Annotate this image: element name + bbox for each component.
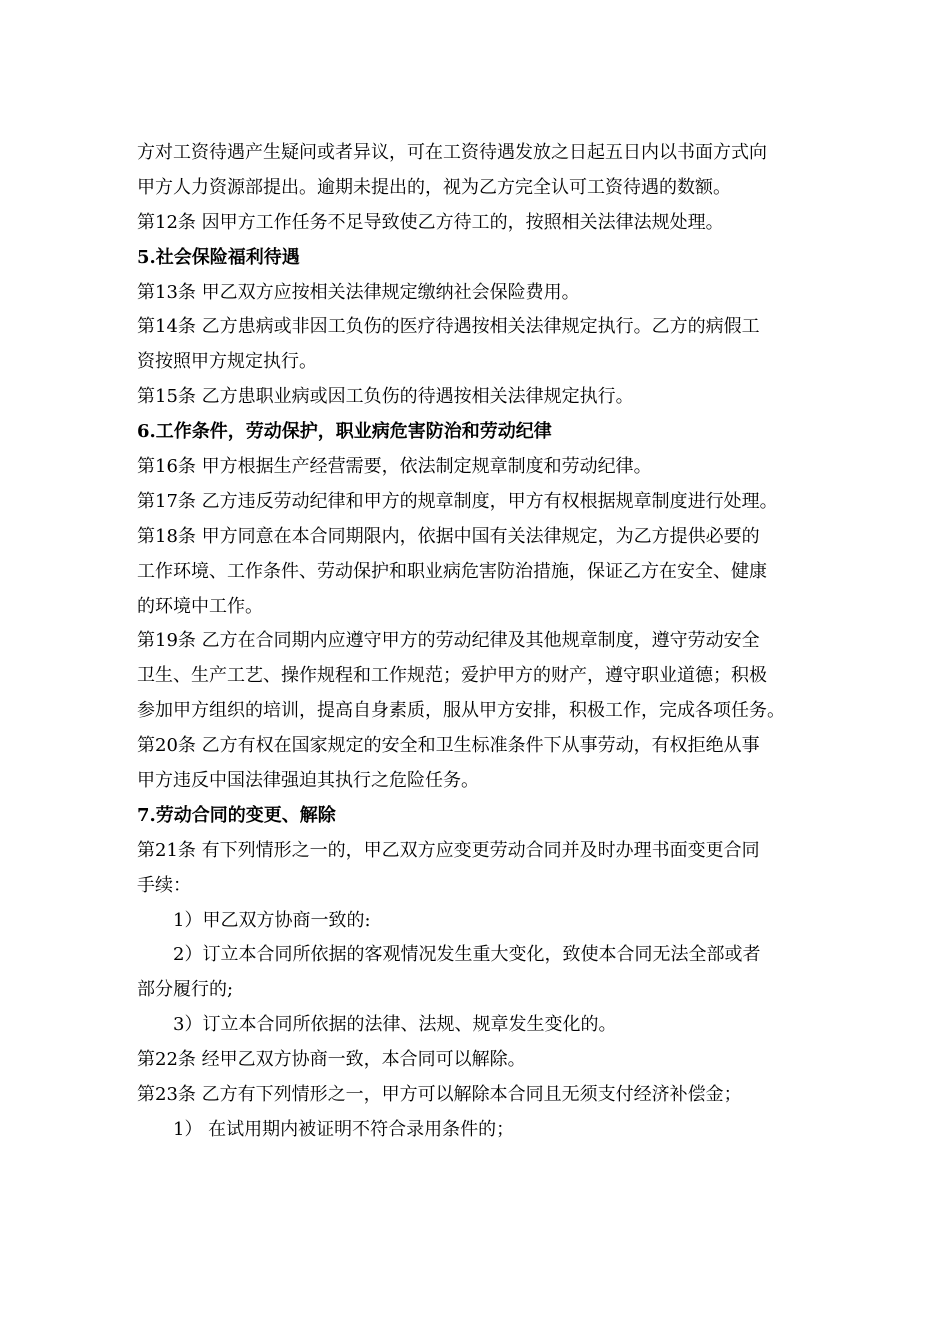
article-20: 第20条 乙方有权在国家规定的安全和卫生标准条件下从事劳动，有权拒绝从事	[137, 735, 760, 757]
article-22: 第22条 经甲乙双方协商一致，本合同可以解除。	[137, 1049, 526, 1071]
text-line: 参加甲方组织的培训，提高自身素质，服从甲方安排，积极工作，完成各项任务。	[137, 700, 785, 722]
article-21: 第21条 有下列情形之一的，甲乙双方应变更劳动合同并及时办理书面变更合同	[137, 839, 760, 861]
section-heading-7: 7.劳动合同的变更、解除	[137, 804, 336, 826]
article-13: 第13条 甲乙双方应按相关法律规定缴纳社会保险费用。	[137, 281, 580, 303]
text-line: 甲方人力资源部提出。逾期未提出的，视为乙方完全认可工资待遇的数额。	[137, 176, 731, 198]
article-14: 第14条 乙方患病或非因工负伤的医疗待遇按相关法律规定执行。乙方的病假工	[137, 316, 760, 338]
text-line: 部分履行的;	[137, 979, 234, 1001]
list-item: 1）甲乙双方协商一致的:	[173, 909, 371, 931]
text-line: 手续：	[137, 874, 191, 896]
text-line: 工作环境、工作条件、劳动保护和职业病危害防治措施，保证乙方在安全、健康	[137, 560, 767, 582]
article-17: 第17条 乙方违反劳动纪律和甲方的规章制度，甲方有权根据规章制度进行处理。	[137, 490, 778, 512]
text-line: 甲方违反中国法律强迫其执行之危险任务。	[137, 770, 479, 792]
list-item: 3）订立本合同所依据的法律、法规、规章发生变化的。	[173, 1014, 617, 1036]
text-line: 的环境中工作。	[137, 595, 263, 617]
article-15: 第15条 乙方患职业病或因工负伤的待遇按相关法律规定执行。	[137, 386, 634, 408]
list-item: 1） 在试用期内被证明不符合录用条件的；	[173, 1118, 515, 1140]
list-item: 2）订立本合同所依据的客观情况发生重大变化，致使本合同无法全部或者	[173, 944, 761, 966]
text-line: 方对工资待遇产生疑问或者异议，可在工资待遇发放之日起五日内以书面方式向	[137, 142, 767, 163]
article-19: 第19条 乙方在合同期内应遵守甲方的劳动纪律及其他规章制度，遵守劳动安全	[137, 630, 760, 652]
article-23: 第23条 乙方有下列情形之一，甲方可以解除本合同且无须支付经济补偿金；	[137, 1084, 742, 1106]
article-18: 第18条 甲方同意在本合同期限内，依据中国有关法律规定，为乙方提供必要的	[137, 525, 760, 547]
article-12: 第12条 因甲方工作任务不足导致使乙方待工的，按照相关法律法规处理。	[137, 211, 724, 233]
section-heading-5: 5.社会保险福利待遇	[137, 246, 300, 268]
document-page	[137, 136, 817, 1148]
article-16: 第16条 甲方根据生产经营需要，依法制定规章制度和劳动纪律。	[137, 456, 652, 478]
text-line: 卫生、生产工艺、操作规程和工作规范；爱护甲方的财产，遵守职业道德；积极	[137, 665, 767, 687]
text-line: 资按照甲方规定执行。	[137, 351, 317, 373]
section-heading-6: 6.工作条件，劳动保护，职业病危害防治和劳动纪律	[137, 421, 552, 443]
